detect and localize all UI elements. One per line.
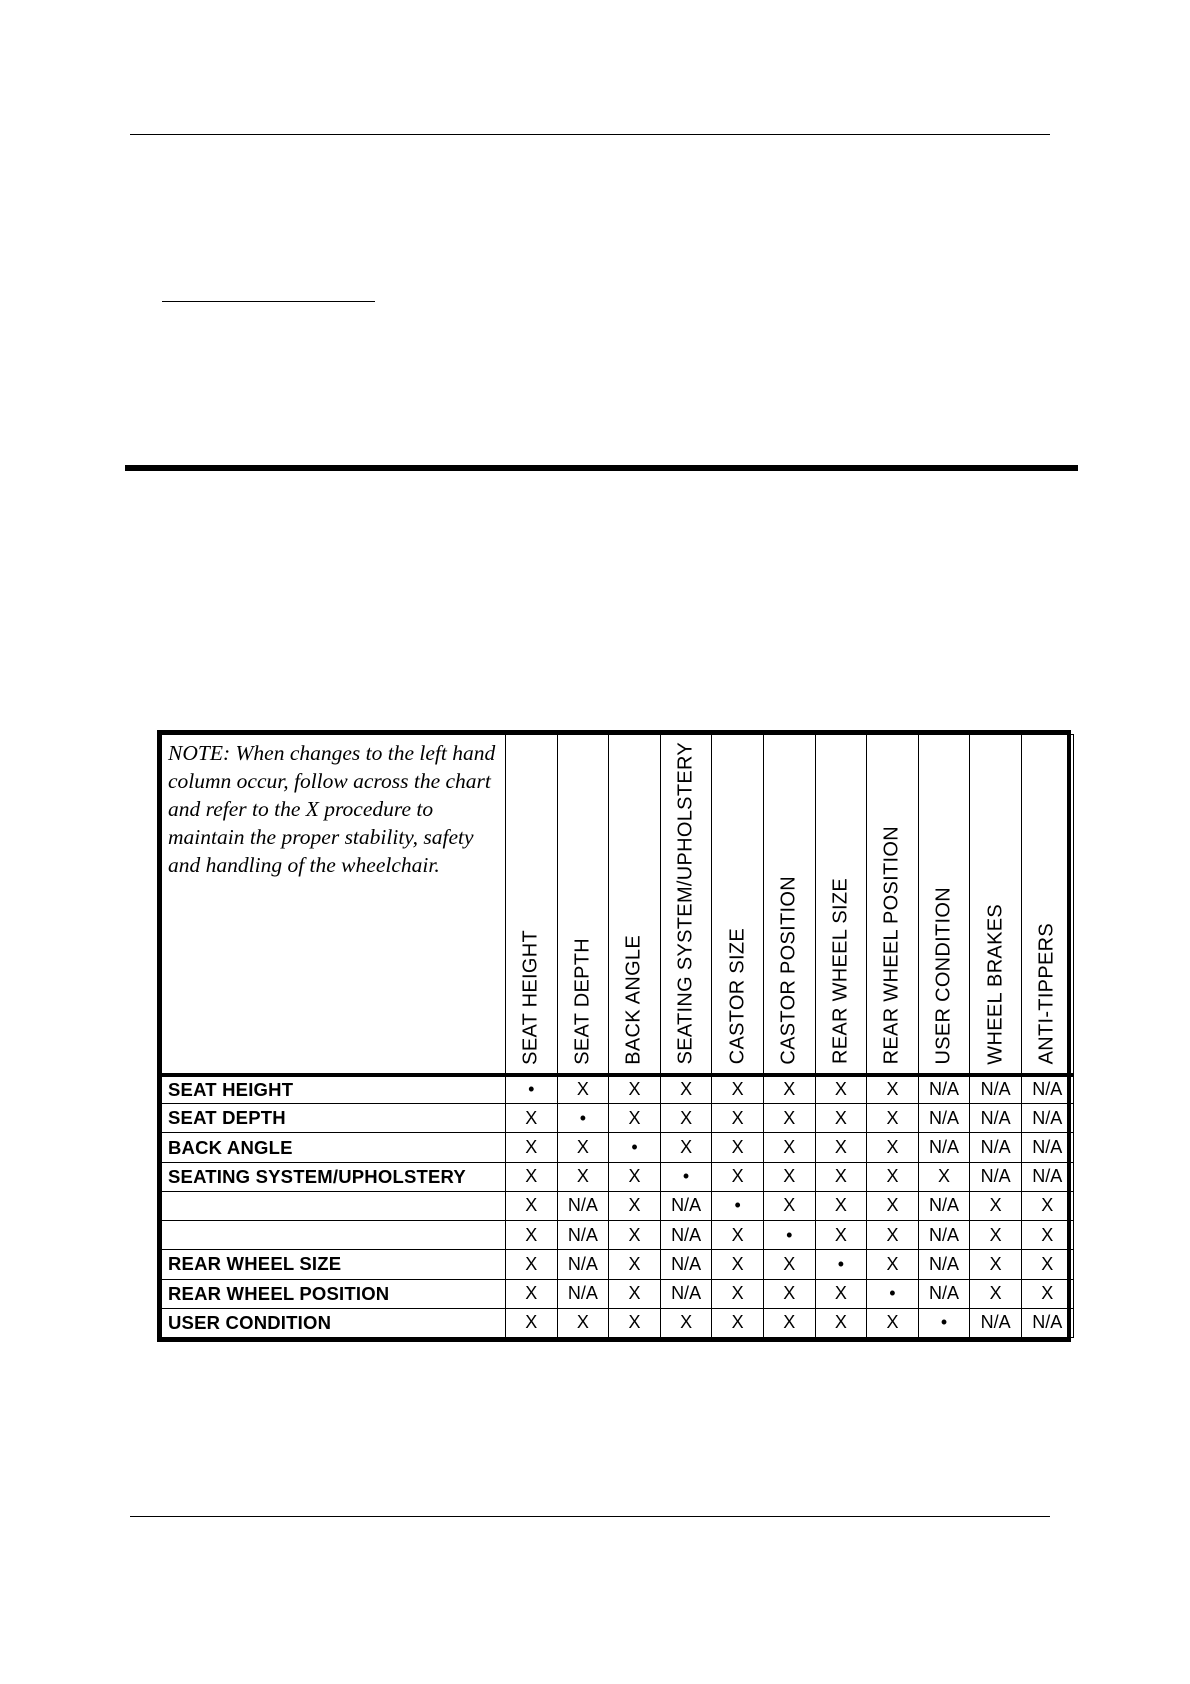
matrix-cell: • bbox=[867, 1279, 919, 1308]
matrix-cell: X bbox=[712, 1133, 764, 1162]
matrix-cell: X bbox=[506, 1279, 558, 1308]
row-label bbox=[162, 1191, 506, 1220]
matrix-cell: X bbox=[609, 1221, 661, 1250]
matrix-cell: • bbox=[763, 1221, 815, 1250]
row-label: REAR WHEEL POSITION bbox=[162, 1279, 506, 1308]
matrix-cell: N/A bbox=[1021, 1104, 1073, 1133]
matrix-cell: X bbox=[609, 1279, 661, 1308]
matrix-cell: N/A bbox=[660, 1191, 712, 1220]
matrix-cell: X bbox=[660, 1104, 712, 1133]
matrix-cell: N/A bbox=[660, 1221, 712, 1250]
column-header-label: REAR WHEEL SIZE bbox=[829, 878, 852, 1065]
matrix-cell: N/A bbox=[918, 1279, 970, 1308]
matrix-cell: X bbox=[867, 1308, 919, 1337]
matrix-cell: X bbox=[815, 1191, 867, 1220]
matrix-cell: N/A bbox=[557, 1191, 609, 1220]
row-label: USER CONDITION bbox=[162, 1308, 506, 1337]
matrix-cell: N/A bbox=[1021, 1308, 1073, 1337]
matrix-cell: X bbox=[1021, 1250, 1073, 1279]
matrix-cell: X bbox=[660, 1075, 712, 1104]
matrix-cell: X bbox=[815, 1279, 867, 1308]
table-row bbox=[162, 1104, 1074, 1133]
matrix-cell: N/A bbox=[918, 1221, 970, 1250]
table-row bbox=[162, 1075, 1074, 1104]
matrix-cell: X bbox=[970, 1221, 1022, 1250]
column-header bbox=[557, 735, 609, 1075]
matrix-cell: • bbox=[712, 1191, 764, 1220]
matrix-cell: • bbox=[918, 1308, 970, 1337]
matrix-cell: X bbox=[506, 1191, 558, 1220]
row-label: SEATING SYSTEM/UPHOLSTERY bbox=[162, 1162, 506, 1191]
matrix-cell: X bbox=[506, 1162, 558, 1191]
matrix-table bbox=[161, 734, 1074, 1338]
column-header-label: WHEEL BRAKES bbox=[984, 903, 1007, 1065]
matrix-cell: X bbox=[557, 1075, 609, 1104]
matrix-cell: X bbox=[815, 1308, 867, 1337]
footer-rule bbox=[130, 1516, 1050, 1517]
matrix-cell: X bbox=[506, 1250, 558, 1279]
table-row bbox=[162, 1250, 1074, 1279]
matrix-cell: • bbox=[557, 1104, 609, 1133]
matrix-cell: X bbox=[1021, 1191, 1073, 1220]
table-row bbox=[162, 1279, 1074, 1308]
matrix-cell: X bbox=[867, 1133, 919, 1162]
column-header bbox=[609, 735, 661, 1075]
matrix-cell: X bbox=[609, 1104, 661, 1133]
matrix-cell: X bbox=[970, 1250, 1022, 1279]
matrix-cell: • bbox=[506, 1075, 558, 1104]
matrix-cell: X bbox=[763, 1104, 815, 1133]
matrix-cell: X bbox=[557, 1308, 609, 1337]
matrix-cell: X bbox=[609, 1308, 661, 1337]
column-header-label: ANTI-TIPPERS bbox=[1035, 923, 1058, 1065]
matrix-cell: X bbox=[867, 1250, 919, 1279]
matrix-cell: X bbox=[712, 1308, 764, 1337]
matrix-cell: N/A bbox=[660, 1250, 712, 1279]
matrix-cell: X bbox=[815, 1221, 867, 1250]
column-header-label: SEATING SYSTEM/UPHOLSTERY bbox=[674, 742, 697, 1065]
row-label: SEAT HEIGHT bbox=[162, 1075, 506, 1104]
matrix-cell: X bbox=[712, 1104, 764, 1133]
column-header bbox=[712, 735, 764, 1075]
matrix-cell: X bbox=[763, 1308, 815, 1337]
matrix-cell: X bbox=[1021, 1279, 1073, 1308]
row-label bbox=[162, 1221, 506, 1250]
matrix-cell: X bbox=[712, 1221, 764, 1250]
matrix-cell: X bbox=[557, 1133, 609, 1162]
matrix-cell: X bbox=[609, 1162, 661, 1191]
matrix-cell: X bbox=[712, 1162, 764, 1191]
matrix-cell: X bbox=[609, 1075, 661, 1104]
column-header-label: USER CONDITION bbox=[932, 886, 955, 1065]
matrix-cell: N/A bbox=[918, 1250, 970, 1279]
table-row bbox=[162, 1133, 1074, 1162]
matrix-cell: X bbox=[712, 1075, 764, 1104]
matrix-cell: X bbox=[506, 1104, 558, 1133]
column-header bbox=[660, 735, 712, 1075]
matrix-cell: X bbox=[815, 1133, 867, 1162]
matrix-cell: • bbox=[609, 1133, 661, 1162]
matrix-cell: X bbox=[970, 1191, 1022, 1220]
row-label: REAR WHEEL SIZE bbox=[162, 1250, 506, 1279]
column-header bbox=[867, 735, 919, 1075]
header-rule bbox=[130, 134, 1050, 135]
column-header-label: CASTOR SIZE bbox=[726, 928, 749, 1065]
matrix-cell: X bbox=[763, 1191, 815, 1220]
matrix-cell: N/A bbox=[660, 1279, 712, 1308]
matrix-cell: X bbox=[557, 1162, 609, 1191]
matrix-cell: X bbox=[1021, 1221, 1073, 1250]
matrix-cell: • bbox=[660, 1162, 712, 1191]
matrix-cell: X bbox=[763, 1162, 815, 1191]
matrix-cell: N/A bbox=[1021, 1162, 1073, 1191]
matrix-cell: X bbox=[506, 1308, 558, 1337]
matrix-cell: X bbox=[815, 1075, 867, 1104]
matrix-body bbox=[162, 1075, 1074, 1338]
matrix-cell: X bbox=[867, 1162, 919, 1191]
matrix-cell: X bbox=[763, 1133, 815, 1162]
matrix-cell: X bbox=[918, 1162, 970, 1191]
underline-rule bbox=[162, 301, 375, 302]
row-label: SEAT DEPTH bbox=[162, 1104, 506, 1133]
matrix-cell: N/A bbox=[970, 1162, 1022, 1191]
matrix-cell: N/A bbox=[918, 1133, 970, 1162]
matrix-cell: N/A bbox=[918, 1191, 970, 1220]
table-row bbox=[162, 1221, 1074, 1250]
matrix-cell: X bbox=[763, 1279, 815, 1308]
adjustment-matrix bbox=[157, 730, 1071, 1342]
column-header-label: SEAT HEIGHT bbox=[519, 929, 542, 1065]
matrix-cell: X bbox=[609, 1250, 661, 1279]
matrix-cell: N/A bbox=[557, 1279, 609, 1308]
matrix-cell: N/A bbox=[918, 1104, 970, 1133]
column-header bbox=[970, 735, 1022, 1075]
matrix-cell: X bbox=[867, 1104, 919, 1133]
table-row bbox=[162, 1162, 1074, 1191]
matrix-cell: N/A bbox=[557, 1221, 609, 1250]
column-header bbox=[815, 735, 867, 1075]
matrix-cell: N/A bbox=[970, 1075, 1022, 1104]
row-label: BACK ANGLE bbox=[162, 1133, 506, 1162]
column-header-label: REAR WHEEL POSITION bbox=[880, 826, 903, 1065]
header-row bbox=[162, 735, 1074, 1075]
matrix-cell: X bbox=[609, 1191, 661, 1220]
column-header-label: BACK ANGLE bbox=[622, 934, 645, 1065]
column-header bbox=[1021, 735, 1073, 1075]
matrix-cell: X bbox=[506, 1221, 558, 1250]
matrix-cell: N/A bbox=[918, 1075, 970, 1104]
matrix-cell: X bbox=[815, 1162, 867, 1191]
matrix-cell: N/A bbox=[970, 1133, 1022, 1162]
matrix-cell: X bbox=[660, 1133, 712, 1162]
matrix-cell: X bbox=[867, 1075, 919, 1104]
column-header bbox=[763, 735, 815, 1075]
column-header-label: CASTOR POSITION bbox=[777, 875, 800, 1065]
matrix-cell: N/A bbox=[1021, 1075, 1073, 1104]
matrix-cell: X bbox=[763, 1075, 815, 1104]
matrix-cell: X bbox=[970, 1279, 1022, 1308]
section-divider bbox=[125, 465, 1078, 471]
matrix-cell: X bbox=[712, 1279, 764, 1308]
column-header-label: SEAT DEPTH bbox=[571, 937, 594, 1065]
column-header bbox=[918, 735, 970, 1075]
matrix-cell: N/A bbox=[970, 1104, 1022, 1133]
matrix-cell: X bbox=[506, 1133, 558, 1162]
matrix-cell: X bbox=[712, 1250, 764, 1279]
matrix-cell: X bbox=[763, 1250, 815, 1279]
matrix-cell: N/A bbox=[557, 1250, 609, 1279]
matrix-cell: N/A bbox=[1021, 1133, 1073, 1162]
matrix-cell: X bbox=[660, 1308, 712, 1337]
matrix-cell: N/A bbox=[970, 1308, 1022, 1337]
note-text: NOTE: When changes to the left hand column occur, follow across the chart and refer to the X procedure to maintain the proper stability, safety and handling of the wheelchair. bbox=[162, 735, 506, 1075]
matrix-cell: • bbox=[815, 1250, 867, 1279]
matrix-cell: X bbox=[867, 1221, 919, 1250]
matrix-cell: X bbox=[867, 1191, 919, 1220]
table-row bbox=[162, 1308, 1074, 1337]
column-header bbox=[506, 735, 558, 1075]
table-row bbox=[162, 1191, 1074, 1220]
matrix-cell: X bbox=[815, 1104, 867, 1133]
